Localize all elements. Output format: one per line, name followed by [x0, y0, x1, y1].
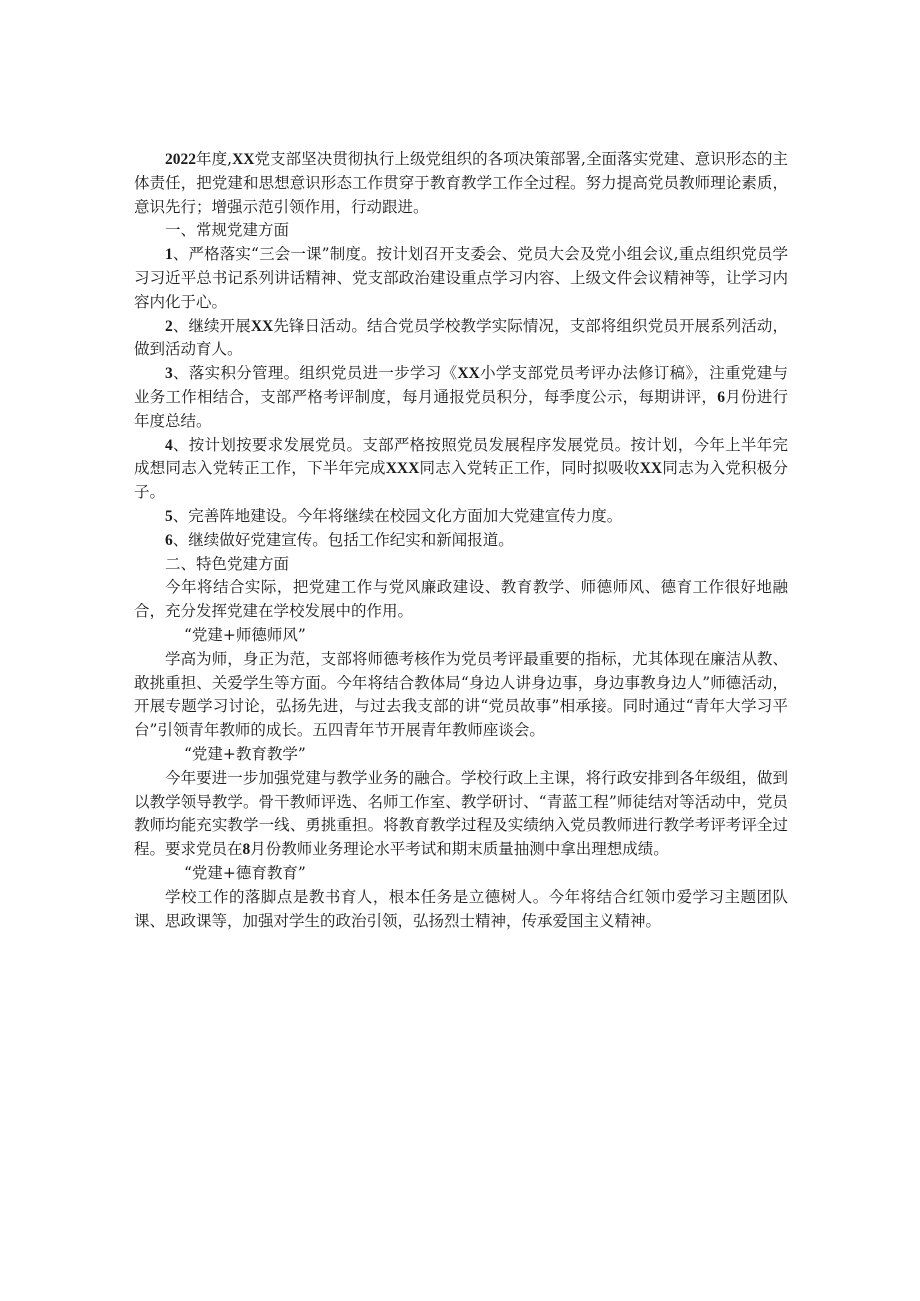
- teacher-ethics-paragraph: 学高为师，身正为范，支部将师德考核作为党员考评最重要的指标，尤其体现在廉洁从教、敢挑重担、关爱学生等方面。今年将结合教体局“身边人讲身边事，身边事教身边人”师德活动，开展专题学习讨论，弘扬先进，与过去我支部的讲“党员故事”相承接。同时通过“青年大学习平台”引领青年教师的成长。五四青年节开展青年教师座谈会。: [134, 649, 788, 740]
- teaching-paragraph: 今年要进一步加强党建与教学业务的融合。学校行政上主课，将行政安排到各年级组，做到以教学领导教学。骨干教师评选、名师工作室、教学研讨、“青蓝工程”师徒结对等活动中，党员教师均能充实教学一线、勇挑重担。将教育教学过程及实绩纳入党员教师进行教学考评考评全过程。要求党员在8月份教师业务理论水平考试和期末质量抽测中拿出理想成绩。: [134, 768, 788, 859]
- subheading-teacher-ethics: “党建+师德师风”: [184, 625, 306, 644]
- section2-intro-paragraph: 今年将结合实际，把党建工作与党风廉政建设、教育教学、师德师风、德育工作很好地融合，充分发挥党建在学校发展中的作用。: [134, 578, 788, 621]
- item-number: 2: [165, 317, 173, 335]
- list-item-1: 1、严格落实“三会一课”制度。按计划召开支委会、党员大会及党小组会议,重点组织党员学习习近平总书记系列讲话精神、党支部政治建设重点学习内容、上级文件会议精神等，让学习内容内化于心。: [134, 245, 788, 311]
- moral-education-paragraph: 学校工作的落脚点是教书育人，根本任务是立德树人。今年将结合红领巾爱学习主题团队课、思政课等，加强对学生的政治引领，弘扬烈士精神，传承爱国主义精神。: [134, 887, 788, 930]
- item-number: 5: [165, 507, 173, 525]
- item-number: 6: [165, 531, 173, 549]
- list-item-3: 3、落实积分管理。组织党员进一步学习《XX小学支部党员考评办法修订稿》，注重党建与业务工作相结合，支部严格考评制度，每月通报党员积分，每季度公示，每期讲评，6月份进行年度总结。: [134, 364, 788, 430]
- item-number: 1: [165, 246, 173, 264]
- intro-paragraph: 2022年度,XX党支部坚决贯彻执行上级党组织的各项决策部署,全面落实党建、意识形态的主体责任，把党建和思想意识形态工作贯穿于教育教学工作全过程。努力提高党员教师理论素质，意识先行；增强示范引领作用，行动跟进。: [134, 150, 788, 216]
- document-body: [134, 148, 788, 933]
- item-number: 3: [165, 365, 173, 383]
- section-heading-routine: 一、常规党建方面: [165, 221, 290, 240]
- item-number: 4: [165, 436, 173, 454]
- year-number: 2022: [165, 151, 196, 168]
- list-item-4: 4、按计划按要求发展党员。支部严格按照党员发展程序发展党员。按计划，今年上半年完成想同志入党转正工作，下半年完成XXX同志入党转正工作，同时拟吸收XX同志为入党积极分子。: [134, 435, 788, 502]
- section-heading-featured: 二、特色党建方面: [165, 554, 290, 573]
- list-item-2: 2、继续开展XX先锋日活动。结合党员学校教学实际情况，支部将组织党员开展系列活动，做到活动育人。: [134, 316, 788, 359]
- list-item-5: 5、完善阵地建设。今年将继续在校园文化方面加大党建宣传力度。: [165, 506, 623, 525]
- subheading-moral-education: “党建+德育教育”: [184, 863, 306, 882]
- branch-name: XX: [232, 151, 255, 168]
- list-item-6: 6、继续做好党建宣传。包括工作纪实和新闻报道。: [165, 530, 514, 549]
- subheading-teaching: “党建+教育教学”: [184, 744, 306, 763]
